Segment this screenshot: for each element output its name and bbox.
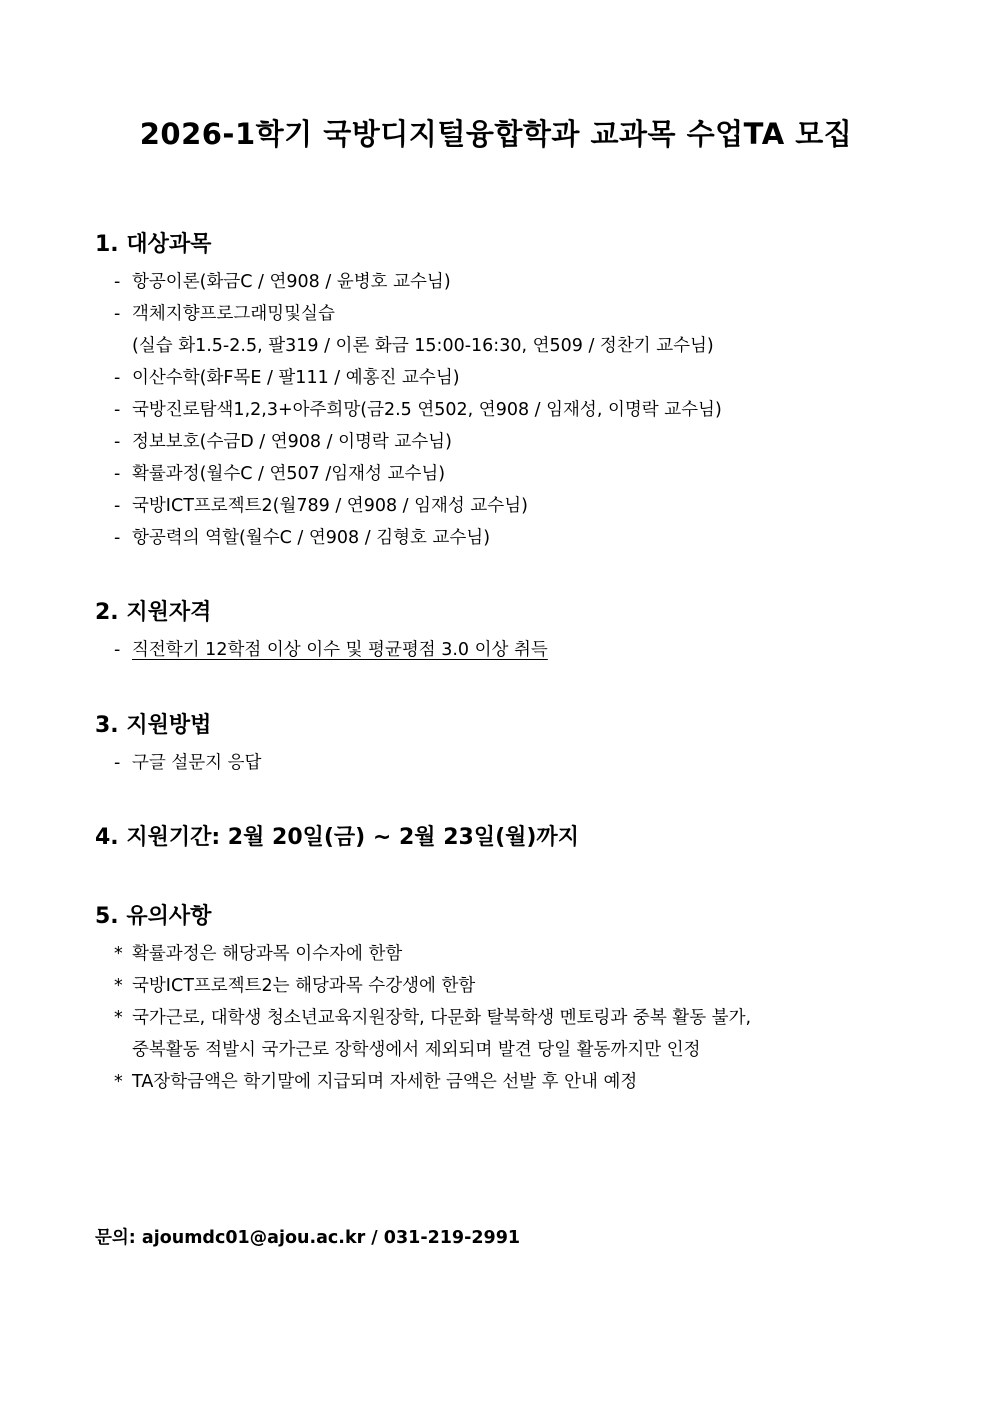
list-item-continuation (95, 1034, 935, 1066)
list-item (95, 426, 935, 458)
list-item (95, 394, 935, 426)
list-marker: - (114, 528, 121, 548)
section-eligibility (95, 598, 935, 666)
course-list (95, 266, 935, 554)
list-item-text: 직전학기 12학점 이상 이수 및 평균평점 3.0 이상 취득 (132, 640, 548, 660)
list-item-text: 국가근로, 대학생 청소년교육지원장학, 다문화 탈북학생 멘토링과 중복 활동 불가, (132, 1008, 752, 1028)
list-item-text: 확률과정은 해당과목 이수자에 한함 (132, 944, 403, 964)
list-item (95, 362, 935, 394)
list-item-text: TA장학금액은 학기말에 지급되며 자세한 금액은 선발 후 안내 예정 (132, 1072, 638, 1092)
list-marker: * (114, 1008, 123, 1028)
list-marker: - (114, 753, 121, 773)
list-item (95, 266, 935, 298)
list-item-text: 중복활동 적발시 국가근로 장학생에서 제외되며 발견 당일 활동까지만 인정 (132, 1040, 701, 1060)
list-item-text: 객체지향프로그래밍및실습 (132, 304, 335, 324)
section-application-method (95, 711, 935, 779)
list-item-text: 항공력의 역할(월수C / 연908 / 김형호 교수님) (132, 528, 491, 548)
list-marker: - (114, 432, 121, 452)
notes-list (95, 938, 935, 1098)
list-item-text: 정보보호(수금D / 연908 / 이명락 교수님) (132, 432, 452, 452)
list-item (95, 458, 935, 490)
method-list (95, 747, 935, 779)
list-marker: - (114, 640, 121, 660)
list-marker: - (114, 400, 121, 420)
list-item-text: 이산수학(화F목E / 팔111 / 예홍진 교수님) (132, 368, 460, 388)
list-item-text: 국방ICT프로젝트2(월789 / 연908 / 임재성 교수님) (132, 496, 528, 516)
list-marker: - (114, 272, 121, 292)
list-item-text: (실습 화1.5-2.5, 팔319 / 이론 화금 15:00-16:30, 연509 / 정찬기 교수님) (132, 336, 714, 356)
list-item (95, 522, 935, 554)
section-heading: 1. 대상과목 (95, 232, 212, 257)
list-marker: * (114, 944, 123, 964)
list-item-continuation (95, 330, 935, 362)
list-item (95, 1002, 935, 1034)
list-marker: * (114, 976, 123, 996)
list-marker: - (114, 368, 121, 388)
list-item-text: 국방ICT프로젝트2는 해당과목 수강생에 한함 (132, 976, 476, 996)
section-heading: 3. 지원방법 (95, 713, 212, 738)
section-heading: 5. 유의사항 (95, 904, 212, 929)
list-item (95, 1066, 935, 1098)
list-marker: * (114, 1072, 123, 1092)
list-marker: - (114, 496, 121, 516)
list-item (95, 298, 935, 330)
section-application-period (95, 823, 935, 853)
list-item-text: 구글 설문지 응답 (132, 753, 262, 773)
section-target-courses (95, 230, 935, 554)
section-notes (95, 902, 935, 1098)
list-marker: - (114, 464, 121, 484)
eligibility-list (95, 634, 935, 666)
list-item (95, 490, 935, 522)
section-heading: 2. 지원자격 (95, 600, 212, 625)
list-item (95, 938, 935, 970)
page-title: 2026-1학기 국방디지털융합학과 교과목 수업TA 모집 (139, 117, 853, 151)
contact-info: 문의: ajoumdc01@ajou.ac.kr / 031-219-2991 (95, 1228, 521, 1248)
list-item-text: 국방진로탐색1,2,3+아주희망(금2.5 연502, 연908 / 임재성, 이명락 교수님) (132, 400, 722, 420)
list-marker: - (114, 304, 121, 324)
section-heading: 4. 지원기간: 2월 20일(금) ~ 2월 23일(월)까지 (95, 825, 579, 850)
list-item-text: 항공이론(화금C / 연908 / 윤병호 교수님) (132, 272, 451, 292)
list-item (95, 634, 935, 666)
list-item (95, 747, 935, 779)
list-item-text: 확률과정(월수C / 연507 /임재성 교수님) (132, 464, 446, 484)
list-item (95, 970, 935, 1002)
